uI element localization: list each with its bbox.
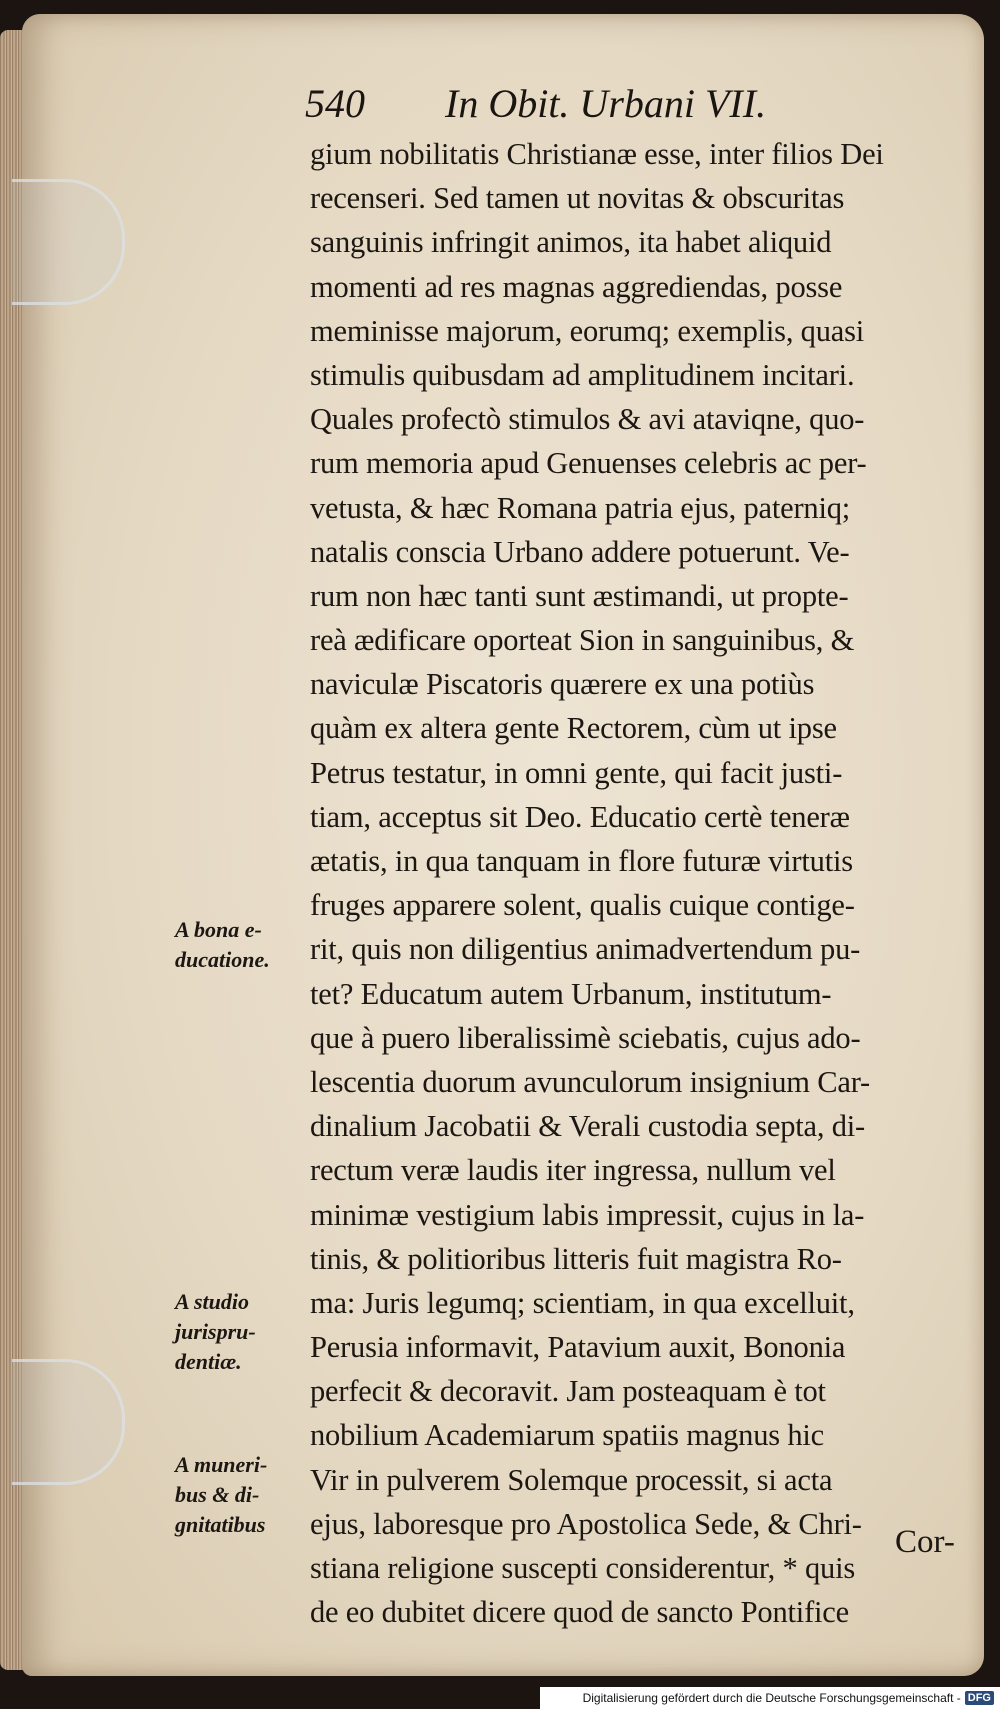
marginal-line: dentiæ. [175, 1349, 242, 1374]
text-line: Perusia informavit, Patavium auxit, Bononia [310, 1330, 846, 1365]
text-line: gium nobilitatis Christianæ esse, inter filios Dei [310, 137, 884, 171]
text-line: ejus, laboresque pro Apostolica Sede, & Chri- [310, 1506, 862, 1541]
text-line: stimulis quibusdam ad amplitudinem incitari. [310, 357, 855, 392]
catchword: Cor- [895, 1524, 955, 1560]
text-line: Petrus testatur, in omni gente, qui facit justi- [310, 755, 843, 790]
page-clip-bottom [12, 1359, 125, 1485]
dfg-logo-icon: DFG [965, 1691, 994, 1705]
text-line: minimæ vestigium labis impressit, cujus in la- [310, 1197, 865, 1232]
text-line: rit, quis non diligentius animadvertendum pu- [310, 932, 861, 967]
marginal-line: bus & di- [175, 1482, 260, 1507]
text-line: Vir in pulverem Solemque processit, si acta [310, 1462, 833, 1497]
text-line: ma: Juris legumq; scientiam, in qua excelluit, [310, 1285, 855, 1320]
marginal-line: A muneri- [175, 1452, 268, 1477]
text-line: rectum veræ laudis iter ingressa, nullum vel [310, 1153, 836, 1188]
text-line: tet? Educatum autem Urbanum, institutum- [310, 976, 832, 1011]
text-line: lescentia duorum avunculorum insignium Car- [310, 1064, 870, 1099]
body-text [310, 132, 955, 1634]
text-line: sanguinis infringit animos, ita habet aliquid [310, 225, 832, 260]
text-line: vetusta, & hæc Romana patria ejus, paterniq; [310, 490, 851, 525]
text-line: reà ædificare oporteat Sion in sanguinibus, & [310, 623, 855, 658]
text-line: dinalium Jacobatii & Verali custodia septa, di- [310, 1109, 865, 1144]
text-line: de eo dubitet dicere quod de sancto Pontifice [310, 1595, 849, 1630]
marginal-line: ducatione. [175, 947, 270, 972]
text-line: naviculæ Piscatoris quærere ex una potiùs [310, 667, 815, 702]
text-line: momenti ad res magnas aggrediendas, posse [310, 269, 843, 304]
text-line: meminisse majorum, eorumq; exemplis, quasi [310, 313, 865, 348]
text-line: fruges apparere solent, qualis cuique contige- [310, 888, 855, 923]
marginal-note-education [175, 915, 315, 975]
marginal-note-jurisprudence [175, 1287, 315, 1377]
marginal-line: jurispru- [175, 1319, 256, 1344]
page-clip-top [12, 179, 125, 305]
text-line: que à puero liberalissimè sciebatis, cujus ado- [310, 1020, 861, 1055]
text-line: stiana religione suscepti considerentur, * quis [310, 1551, 856, 1585]
page-number: 540 [305, 81, 365, 126]
text-line: Quales profectò stimulos & avi ataviqne, quo- [310, 402, 865, 437]
text-line: rum memoria apud Genuenses celebris ac per- [310, 446, 867, 481]
credit-text: Digitalisierung gefördert durch die Deutsche Forschungsgemeinschaft - [582, 1691, 961, 1705]
running-title: In Obit. Urbani VII. [445, 81, 767, 126]
text-line: quàm ex altera gente Rectorem, cùm ut ipse [310, 711, 837, 746]
text-line: rum non hæc tanti sunt æstimandi, ut propte- [310, 578, 849, 613]
text-line: nobilium Academiarum spatiis magnus hic [310, 1418, 825, 1453]
text-line: perfecit & decoravit. Jam posteaquam è tot [310, 1374, 826, 1409]
marginal-line: A studio [175, 1289, 249, 1314]
running-head [305, 80, 865, 130]
marginal-note-offices [175, 1450, 315, 1540]
text-line: tinis, & politioribus litteris fuit magistra Ro- [310, 1241, 842, 1276]
marginal-line: A bona e- [175, 917, 262, 942]
text-line: tiam, acceptus sit Deo. Educatio certè teneræ [310, 799, 850, 834]
marginal-line: gnitatibus [175, 1512, 266, 1537]
text-line: recenseri. Sed tamen ut novitas & obscuritas [310, 181, 845, 216]
digitization-credit-bar [540, 1687, 1000, 1709]
text-line: natalis conscia Urbano addere potuerunt. Ve- [310, 534, 850, 569]
text-line: ætatis, in qua tanquam in flore futuræ virtutis [310, 844, 853, 878]
